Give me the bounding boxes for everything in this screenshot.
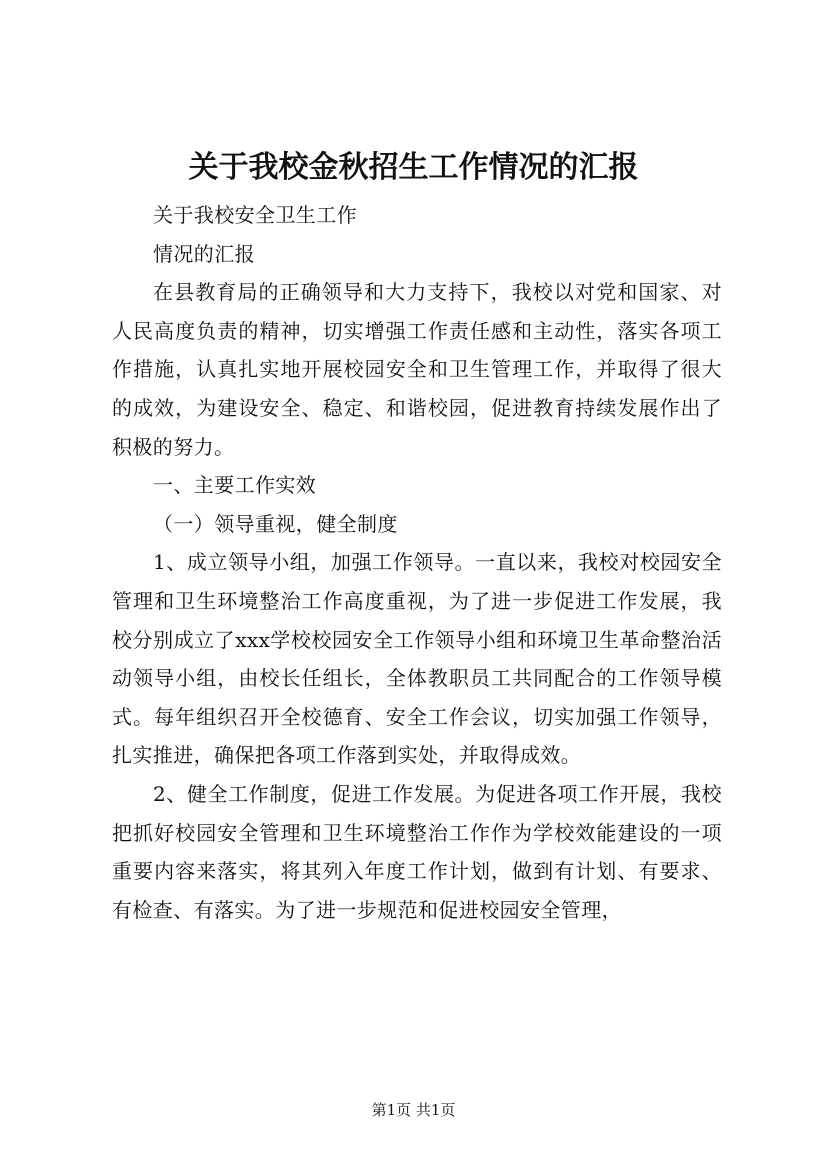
paragraph-2: 2、健全工作制度，促进工作发展。为促进各项工作开展，我校把抓好校园安全管理和卫生环境整治工作作为学校效能建设的一项重要内容来落实，将其列入年度工作计划，做到有计划、有要求、有检查、有落实。为了进一步规范和促进校园安全管理，	[112, 781, 722, 922]
paragraph-1: 1、成立领导小组，加强工作领导。一直以来，我校对校园安全管理和卫生环境整治工作高度重视，为了进一步促进工作发展，我校分别成立了xxx学校校园安全工作领导小组和环境卫生革命整治活动领导小组，由校长任组长，全体教职员工共同配合的工作领导模式。每年组织召开全校德育、安全工作会议，切实加强工作领导，扎实推进，确保把各项工作落到实处，并取得成效。	[112, 550, 722, 768]
document-body	[112, 196, 722, 929]
intro-paragraph: 在县教育局的正确领导和大力支持下，我校以对党和国家、对人民高度负责的精神，切实增强工作责任感和主动性，落实各项工作措施，认真扎实地开展校园安全和卫生管理工作，并取得了很大的成效，为建设安全、稳定、和谐校园，促进教育持续发展作出了积极的努力。	[112, 280, 722, 459]
section-heading: 一、主要工作实效	[153, 473, 317, 498]
subtitle-line-2: 情况的汇报	[153, 241, 255, 266]
document-title: 关于我校金秋招生工作情况的汇报	[188, 150, 639, 185]
subtitle-line-1: 关于我校安全卫生工作	[153, 203, 357, 227]
page-footer: 第1页 共1页	[371, 1101, 456, 1119]
subsection-heading: （一）领导重视，健全制度	[153, 511, 398, 536]
